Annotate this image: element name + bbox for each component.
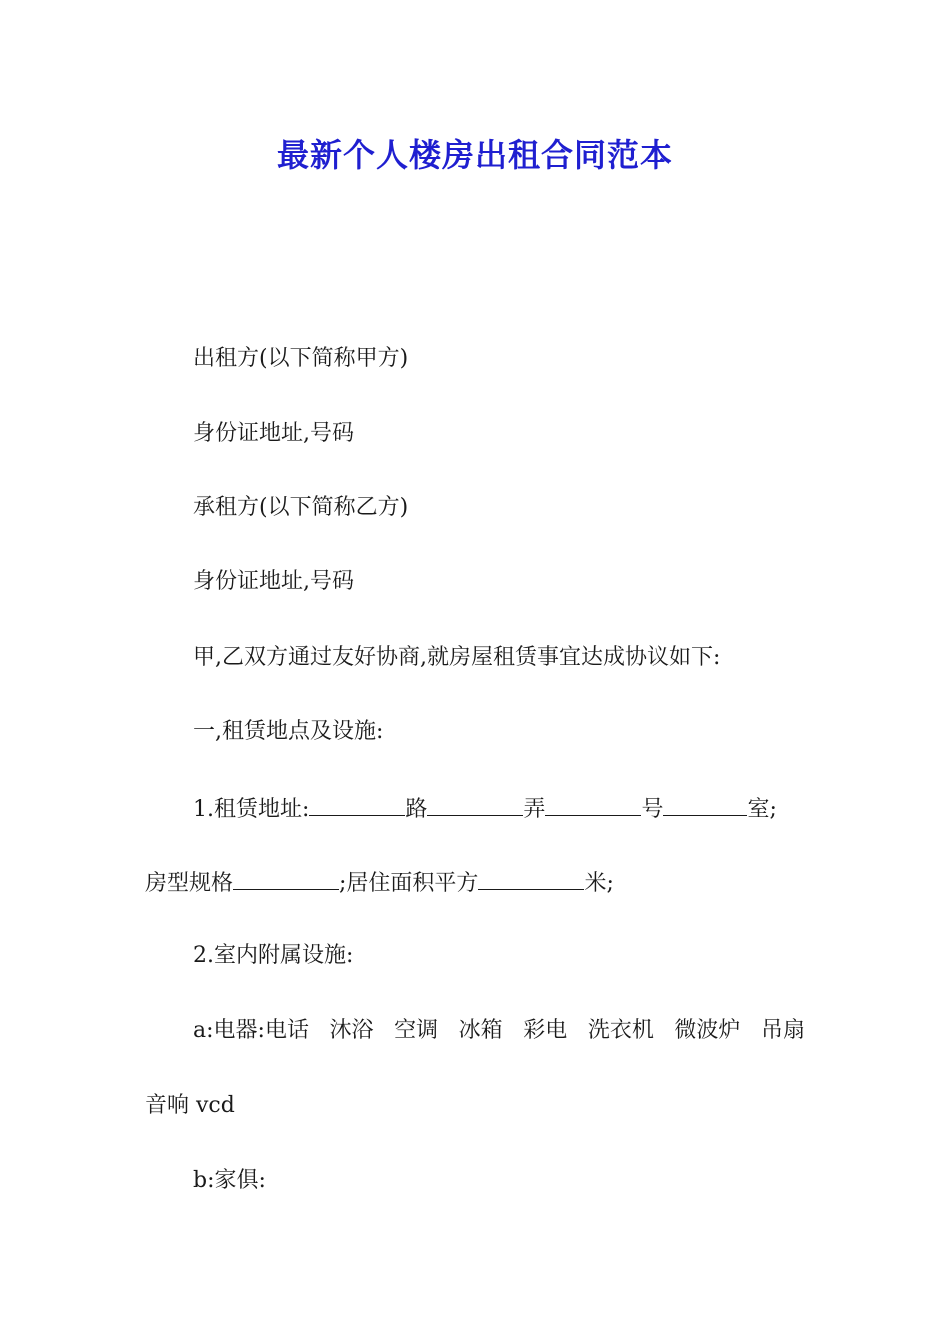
appliances-continued: 音响 vcd — [145, 1093, 235, 1118]
area-blank — [478, 867, 584, 890]
number-label: 号 — [641, 797, 664, 822]
lessor-id-line: 身份证地址,号码 — [193, 421, 354, 446]
appliances-line — [193, 1016, 805, 1046]
area-label: ;居住面积平方 — [339, 871, 479, 896]
address-line — [193, 793, 777, 825]
appliance-item: 彩电 — [523, 1018, 568, 1043]
lane-blank — [427, 793, 523, 816]
road-label: 路 — [405, 797, 428, 822]
appliance-item: 冰箱 — [458, 1018, 503, 1043]
number-blank — [545, 793, 641, 816]
appliance-item: 沐浴 — [329, 1018, 374, 1043]
room-label: 室; — [747, 797, 777, 822]
furniture-line: b:家俱: — [193, 1168, 266, 1193]
intro-paragraph: 甲,乙双方通过友好协商,就房屋租赁事宜达成协议如下: — [193, 645, 721, 670]
lane-label: 弄 — [523, 797, 546, 822]
spec-line — [145, 867, 614, 899]
appliances-prefix: a:电器:电话 — [193, 1018, 309, 1043]
appliance-item: 吊扇 — [760, 1018, 805, 1043]
lessor-line: 出租方(以下简称甲方) — [193, 346, 409, 371]
lessee-line: 承租方(以下简称乙方) — [193, 495, 409, 520]
spec-prefix: 房型规格 — [145, 871, 234, 896]
room-blank — [663, 793, 747, 816]
appliance-item: 微波炉 — [674, 1018, 741, 1043]
appliance-item: 洗衣机 — [587, 1018, 654, 1043]
address-prefix: 1.租赁地址: — [193, 797, 310, 822]
lessee-id-line: 身份证地址,号码 — [193, 569, 354, 594]
section-1-heading: 一,租赁地点及设施: — [193, 719, 384, 744]
road-blank — [309, 793, 405, 816]
spec-blank — [233, 867, 339, 890]
page-title: 最新个人楼房出租合同范本 — [276, 136, 673, 174]
facilities-heading: 2.室内附属设施: — [193, 943, 354, 968]
area-unit: 米; — [584, 871, 614, 896]
appliance-item: 空调 — [394, 1018, 439, 1043]
